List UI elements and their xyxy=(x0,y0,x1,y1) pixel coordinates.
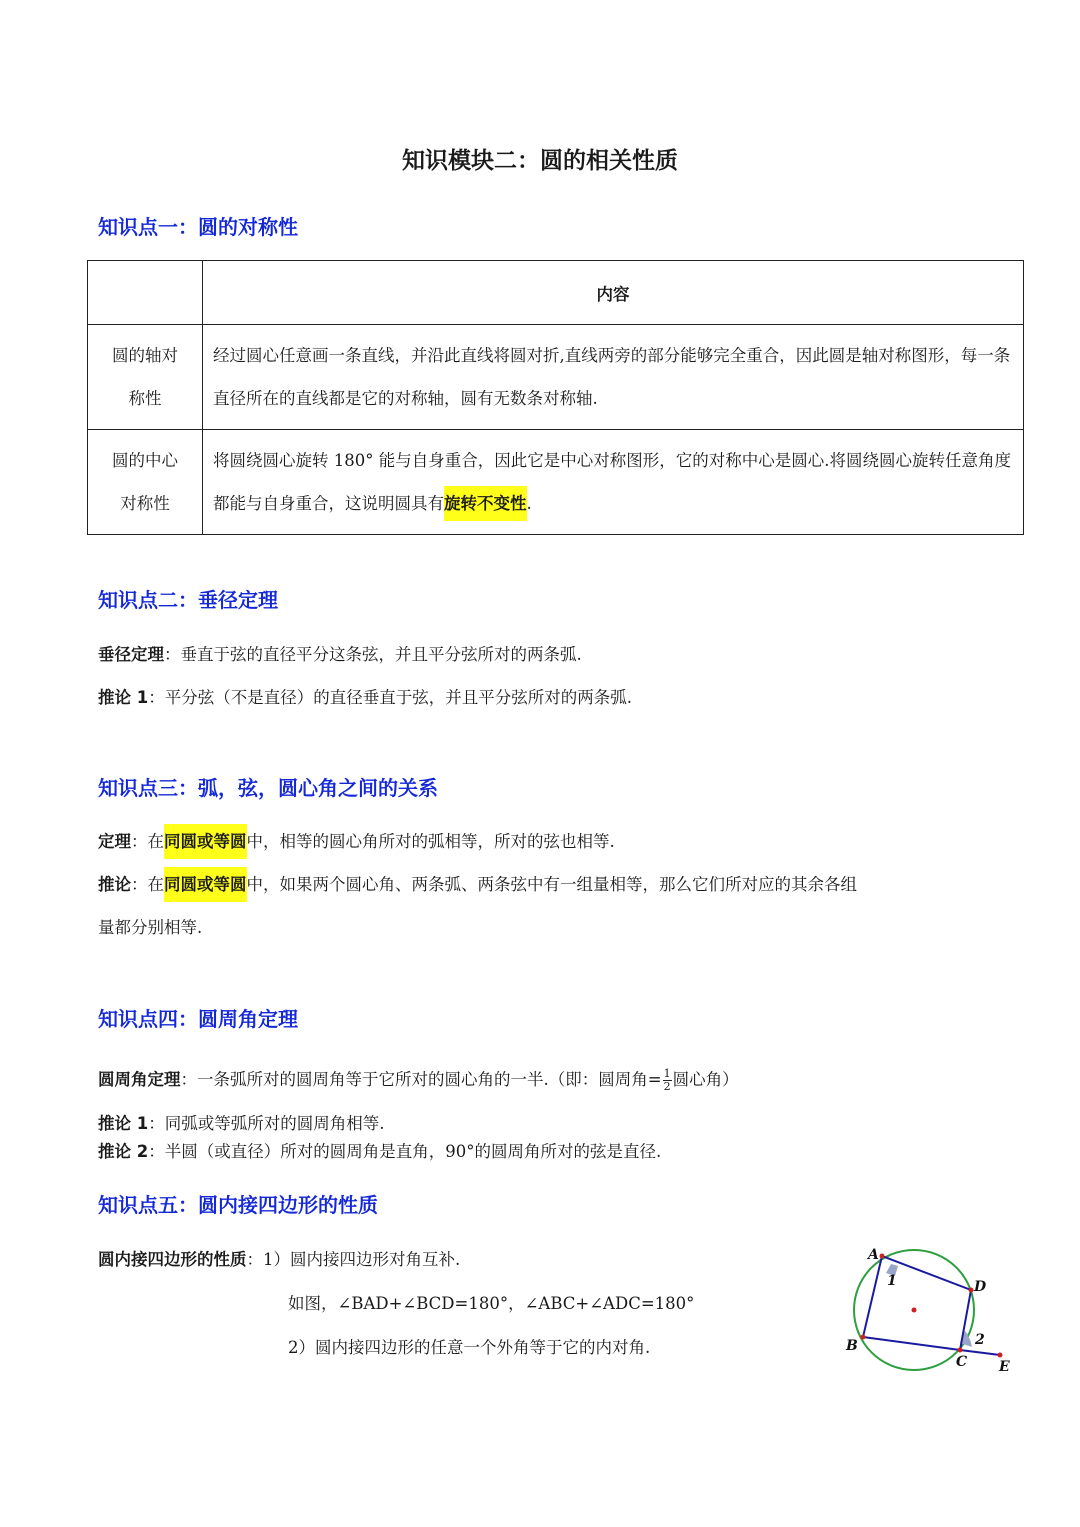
content-period: . xyxy=(526,494,532,513)
quadrilateral-abcd xyxy=(863,1256,971,1350)
corollary-label: 推论 1 xyxy=(98,688,149,707)
label-a: A xyxy=(868,1247,879,1263)
corollary-2 xyxy=(98,1140,661,1164)
corollary-arc-chord-line2: 量都分别相等. xyxy=(98,918,203,937)
point-b xyxy=(861,1335,866,1340)
property-label: 圆内接四边形的性质 xyxy=(98,1250,247,1269)
corollary-text: ：同弧或等弧所对的圆周角相等. xyxy=(148,1114,385,1133)
theorem-tail: 圆心角） xyxy=(672,1070,739,1089)
point-e xyxy=(998,1353,1003,1358)
theorem-perpendicular-diameter xyxy=(98,643,582,667)
point-d xyxy=(969,1288,974,1293)
table-header-content: 内容 xyxy=(203,261,1024,325)
theorem-text: ：垂直于弦的直径平分这条弦，并且平分弦所对的两条弧. xyxy=(164,645,582,664)
theorem-arc-chord xyxy=(98,830,615,854)
highlight-same-circle: 同圆或等圆 xyxy=(164,867,247,902)
property-text: ：1）圆内接四边形对角互补. xyxy=(246,1250,461,1269)
theorem-label: 定理 xyxy=(98,832,131,851)
corollary-label: 推论 1 xyxy=(98,1114,149,1133)
table-row xyxy=(88,325,1024,430)
property-example: 如图，∠BAD+∠BCD=180°，∠ABC+∠ADC=180° xyxy=(288,1294,695,1313)
point-c xyxy=(958,1348,963,1353)
center-point xyxy=(912,1308,917,1313)
row-label-line2: 称性 xyxy=(128,389,162,408)
row-content-central xyxy=(203,430,1024,535)
corollary-post: 中，如果两个圆心角、两条弧、两条弦中有一组量相等，那么它们所对应的其余各组 xyxy=(246,875,857,894)
fraction-one-half xyxy=(663,1068,672,1093)
highlight-rotation-invariance: 旋转不变性 xyxy=(444,486,527,521)
corollary-1 xyxy=(98,686,632,710)
fraction-denominator: 2 xyxy=(663,1080,671,1093)
section-heading-symmetry: 知识点一：圆的对称性 xyxy=(98,215,298,239)
corollary-text: ：平分弦（不是直径）的直径垂直于弦，并且平分弦所对的两条弧. xyxy=(148,688,632,707)
row-label-line2: 对称性 xyxy=(120,494,170,513)
property-item-2: 2）圆内接四边形的任意一个外角等于它的内对角. xyxy=(288,1338,651,1357)
label-angle-1: 1 xyxy=(887,1273,897,1289)
label-e: E xyxy=(999,1359,1010,1375)
label-d: D xyxy=(974,1279,987,1295)
theorem-pre: ：在 xyxy=(131,832,164,851)
corollary-1 xyxy=(98,1112,384,1136)
highlight-same-circle: 同圆或等圆 xyxy=(164,824,247,859)
row-label-axial xyxy=(88,325,203,430)
theorem-inscribed-angle xyxy=(98,1068,739,1093)
row-label-line1: 圆的轴对 xyxy=(112,346,178,365)
theorem-post: 中，相等的圆心角所对的弧相等，所对的弦也相等. xyxy=(246,832,615,851)
corollary-label: 推论 xyxy=(98,875,131,894)
symmetry-table xyxy=(87,260,1024,535)
corollary-arc-chord xyxy=(98,873,857,897)
page-title: 知识模块二：圆的相关性质 xyxy=(402,148,678,174)
fraction-numerator: 1 xyxy=(663,1067,671,1080)
property-item-1 xyxy=(98,1248,460,1272)
label-angle-2: 2 xyxy=(975,1332,985,1348)
label-b: B xyxy=(846,1338,858,1354)
section-heading-inscribed-angle: 知识点四：圆周角定理 xyxy=(98,1007,298,1031)
table-header-blank xyxy=(88,261,203,325)
row-content-axial: 经过圆心任意画一条直线，并沿此直线将圆对折,直线两旁的部分能够完全重合，因此圆是轴对称图形，每一条直径所在的直线都是它的对称轴，圆有无数条对称轴. xyxy=(203,325,1024,430)
section-heading-arc-chord-angle: 知识点三：弧，弦，圆心角之间的关系 xyxy=(98,776,438,800)
corollary-text: ：半圆（或直径）所对的圆周角是直角，90°的圆周角所对的弦是直径. xyxy=(148,1142,662,1161)
section-heading-cyclic-quadrilateral: 知识点五：圆内接四边形的性质 xyxy=(98,1193,378,1217)
row-label-central xyxy=(88,430,203,535)
theorem-label: 圆周角定理 xyxy=(98,1070,181,1089)
table-header-row xyxy=(88,261,1024,325)
table-row xyxy=(88,430,1024,535)
point-a xyxy=(880,1254,885,1259)
content-text: 将圆绕圆心旋转 180° 能与自身重合，因此它是中心对称图形，它的对称中心是圆心.将圆绕圆心旋转任意角度都能与自身重合，这说明圆具有 xyxy=(213,451,1011,513)
label-c: C xyxy=(956,1354,968,1370)
corollary-label: 推论 2 xyxy=(98,1142,149,1161)
corollary-pre: ：在 xyxy=(131,875,164,894)
section-heading-perpendicular-diameter: 知识点二：垂径定理 xyxy=(98,588,278,612)
theorem-text: ：一条弧所对的圆周角等于它所对的圆心角的一半.（即：圆周角= xyxy=(180,1070,662,1089)
theorem-label: 垂径定理 xyxy=(98,645,164,664)
cyclic-quadrilateral-figure xyxy=(840,1240,1040,1380)
row-label-line1: 圆的中心 xyxy=(112,451,178,470)
